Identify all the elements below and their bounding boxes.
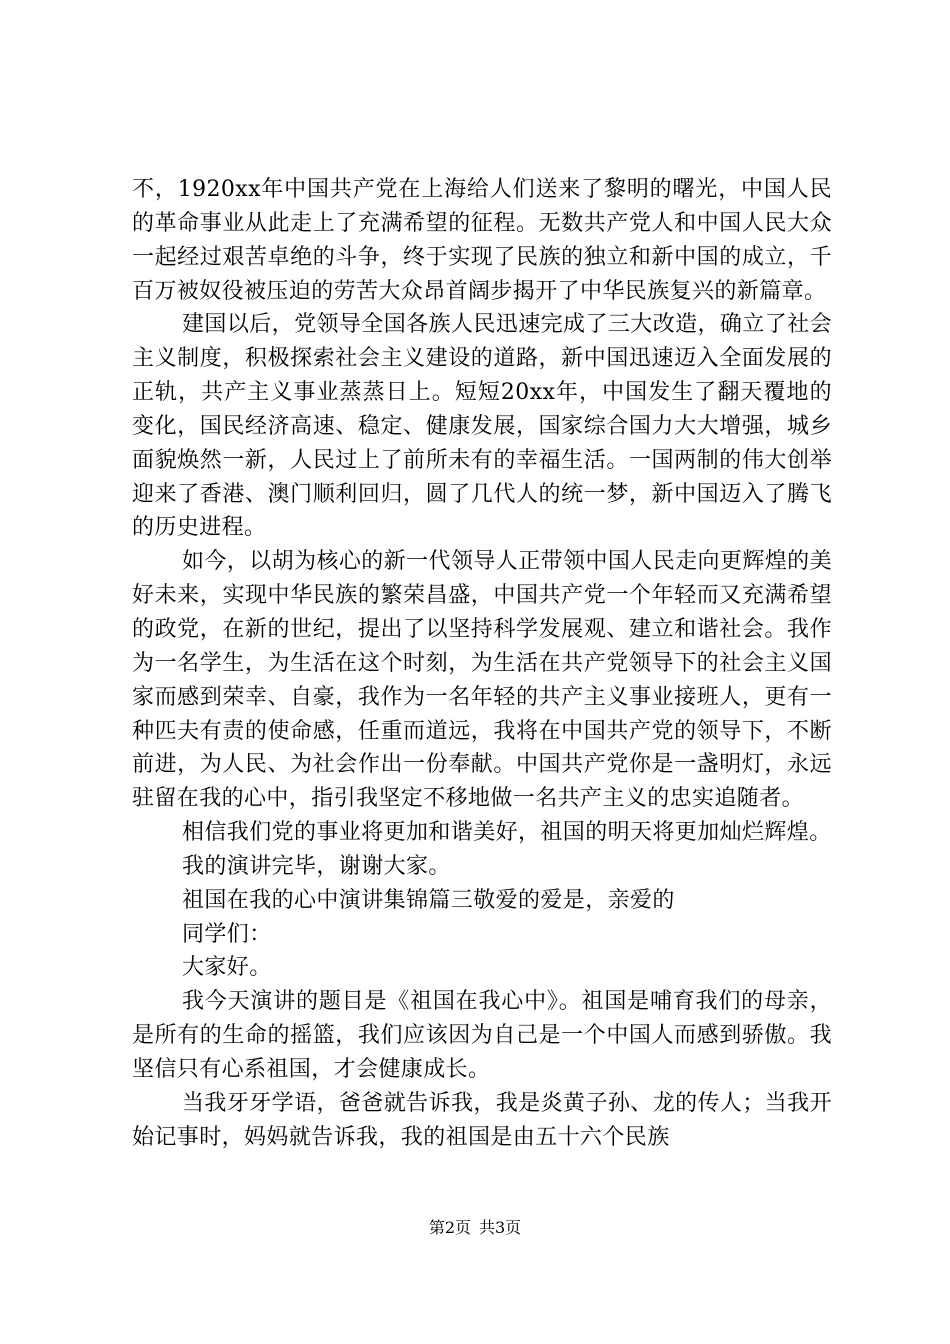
paragraph-8: 大家好。 [182,955,272,981]
paragraph-9: 我今天演讲的题目是《祖国在我心中》。祖国是哺育我们的母亲，是所有的生命的摇篮，我们应该因为自己是一个中国人而感到骄傲。我坚信只有心系祖国，才会健康成长。 [132,989,832,1082]
paragraph-1: 不，1920xx年中国共产党在上海给人们送来了黎明的曙光，中国人民的革命事业从此走上了充满希望的征程。无数共产党人和中国人民大众一起经过艰苦卓绝的斗争，终于实现了民族的独立和新中国的成立，千百万被奴役被压迫的劳苦大众昂首阔步揭开了中华民族复兴的新篇章。 [132,177,832,304]
page-total: 共3页 [479,1218,522,1237]
page-number: 第2页 [428,1218,471,1237]
paragraph-6: 祖国在我的心中演讲集锦篇三敬爱的爱是，亲爱的 [182,887,675,913]
page-footer [0,1218,950,1238]
document-body [132,173,832,1154]
paragraph-10: 当我牙牙学语，爸爸就告诉我，我是炎黄子孙、龙的传人；当我开始记事时，妈妈就告诉我，我的祖国是由五十六个民族 [132,1090,832,1150]
paragraph-3: 如今，以胡为核心的新一代领导人正带领中国人民走向更辉煌的美好未来，实现中华民族的繁荣昌盛，中国共产党一个年轻而又充满希望的政党，在新的世纪，提出了以坚持科学发展观、建立和谐社会。我作为一名学生，为生活在这个时刻，为生活在共产党领导下的社会主义国家而感到荣幸、自豪，我作为一名年轻的共产主义事业接班人，更有一种匹夫有责的使命感，任重而道远，我将在中国共产党的领导下，不断前进，为人民、为社会作出一份奉献。中国共产党你是一盏明灯，永远驻留在我的心中，指引我坚定不移地做一名共产主义的忠实追随者。 [132,549,832,812]
paragraph-2: 建国以后，党领导全国各族人民迅速完成了三大改造，确立了社会主义制度，积极探索社会主义建设的道路，新中国迅速迈入全面发展的正轨，共产主义事业蒸蒸日上。短短20xx年，中国发生了翻天覆地的变化，国民经济高速、稳定、健康发展，国家综合国力大大增强，城乡面貌焕然一新，人民过上了前所未有的幸福生活。一国两制的伟大创举迎来了香港、澳门顺利回归，圆了几代人的统一梦，新中国迈入了腾飞的历史进程。 [132,312,832,541]
paragraph-5: 我的演讲完毕，谢谢大家。 [182,853,451,879]
paragraph-7: 同学们： [182,921,272,947]
paragraph-4: 相信我们党的事业将更加和谐美好，祖国的明天将更加灿烂辉煌。 [182,820,832,846]
